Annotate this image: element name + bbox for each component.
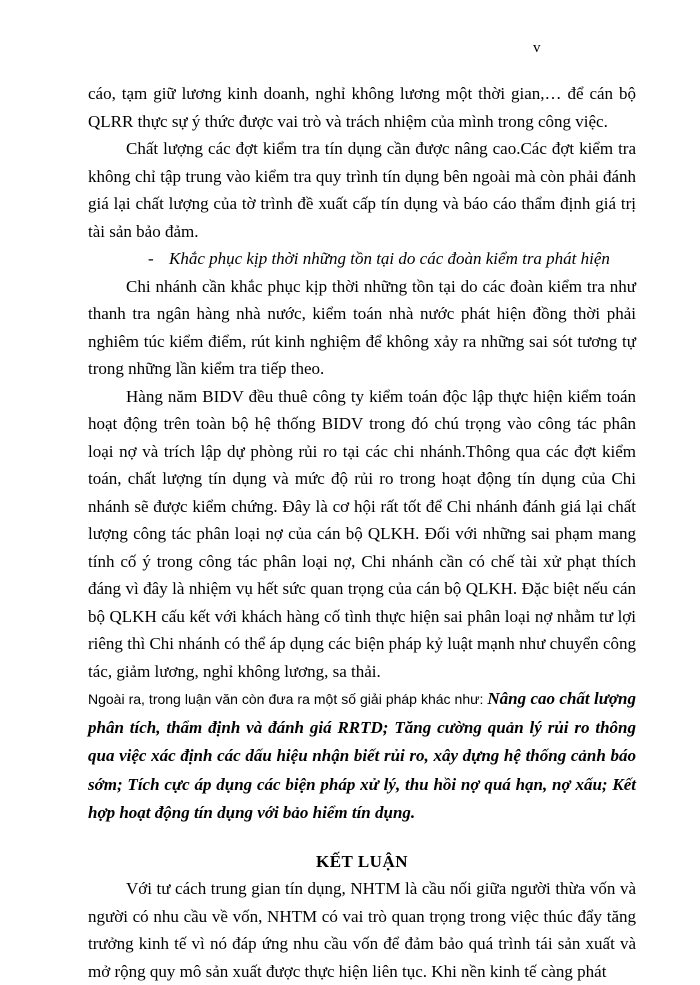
- conclusion-paragraph: Với tư cách trung gian tín dụng, NHTM là cầu nối giữa người thừa vốn và người có nhu cầu về vốn, NHTM có vai trò quan trọng trong việc thúc đẩy tăng trưởng kinh tế vì nó đáp ứng nhu cầu vốn để đảm bảo quá trình tái sản xuất và mở rộng quy mô sản xuất được thực hiện liên tục. Khi nền kinh tế càng phát: [88, 879, 636, 981]
- page-number: v: [533, 40, 541, 56]
- other-solutions-paragraph: [88, 685, 636, 828]
- paragraph-1: cáo, tạm giữ lương kinh doanh, nghỉ không lương một thời gian,… để cán bộ QLRR thực sự ý thức được vai trò và trách nhiệm của mình trong công việc.: [88, 84, 636, 131]
- paragraph-4: Hàng năm BIDV đều thuê công ty kiểm toán độc lập thực hiện kiểm toán hoạt động trên toàn bộ hệ thống BIDV trong đó chú trọng vào công tác phân loại nợ và trích lập dự phòng rủi ro tại các chi nhánh.Thông qua các đợt kiểm toán, chất lượng tín dụng và mức độ rủi ro trong hoạt động tín dụng của Chi nhánh sẽ được kiểm chứng. Đây là cơ hội rất tốt để Chi nhánh đánh giá lại chất lượng công tác phân loại nợ của cán bộ QLKH. Đối với những sai phạm mang tính cố ý trong công tác phân loại nợ, Chi nhánh cần có chế tài xử phạt thích đáng vì đây là nhiệm vụ hết sức quan trọng của cán bộ QLKH. Đặc biệt nếu cán bộ QLKH cấu kết với khách hàng cố tình thực hiện sai phân loại nợ nhằm tư lợi riêng thì Chi nhánh có thể áp dụng các biện pháp kỷ luật mạnh như chuyển công tác, giảm lương, nghỉ không lương, sa thải.: [88, 386, 636, 681]
- other-solutions-intro: Ngoài ra, trong luận văn còn đưa ra một số giải pháp khác như:: [88, 691, 488, 707]
- bullet-item: [148, 245, 636, 273]
- paragraph-3: Chi nhánh cần khắc phục kịp thời những tồn tại do các đoàn kiểm tra như thanh tra ngân hàng nhà nước, kiểm toán nhà nước phát hiện đồng thời phải nghiêm túc kiểm điểm, rút kinh nghiệm để không xảy ra những sai sót tương tự trong những lần kiểm tra tiếp theo.: [88, 276, 636, 378]
- conclusion-heading: KẾT LUẬN: [315, 851, 408, 871]
- bullet-text: Khắc phục kịp thời những tồn tại do các đoàn kiểm tra phát hiện: [169, 249, 610, 268]
- paragraph-2: Chất lượng các đợt kiểm tra tín dụng cần được nâng cao.Các đợt kiểm tra không chỉ tập trung vào kiểm tra quy trình tín dụng bên ngoài mà còn phải đánh giá lại chất lượng của tờ trình đề xuất cấp tín dụng và báo cáo thẩm định giá trị tài sản bảo đảm.: [88, 139, 636, 241]
- other-solutions-list: Nâng cao chất lượng phân tích, thẩm định và đánh giá RRTD; Tăng cường quản lý rủi ro thông qua việc xác định các dấu hiệu nhận biết rủi ro, xây dựng hệ thống cảnh báo sớm; Tích cực áp dụng các biện pháp xử lý, thu hồi nợ quá hạn, nợ xấu; Kết hợp hoạt động tín dụng với bảo hiểm tín dụng.: [88, 689, 636, 822]
- bullet-dash: -: [148, 249, 154, 268]
- document-body: [88, 80, 636, 985]
